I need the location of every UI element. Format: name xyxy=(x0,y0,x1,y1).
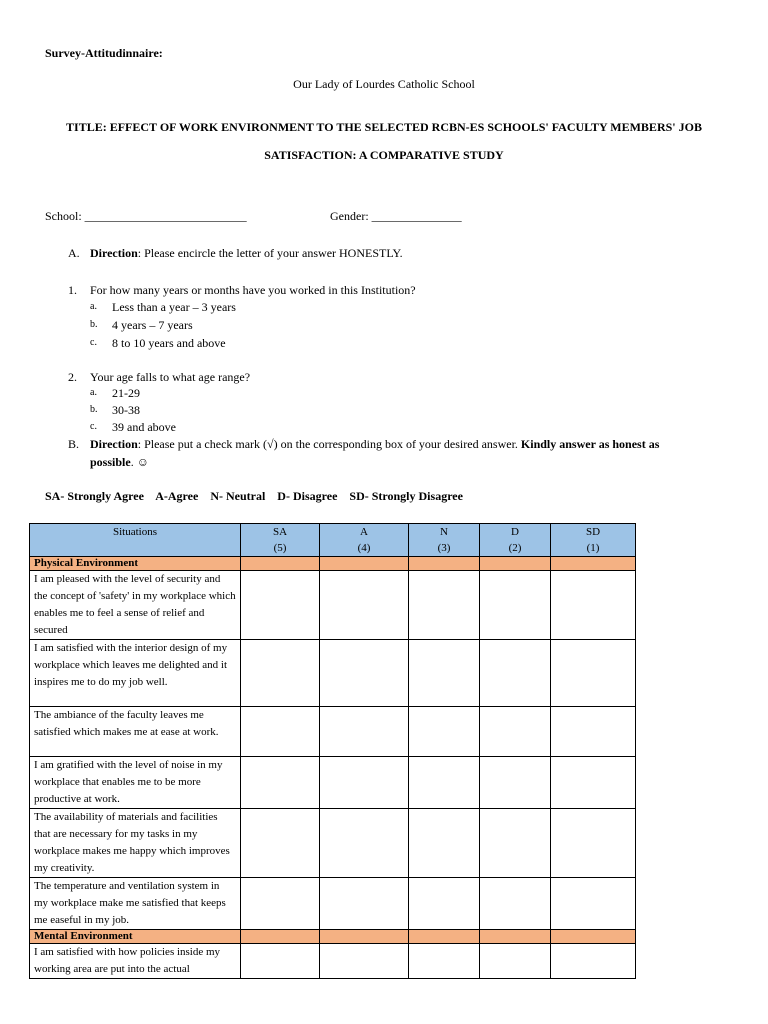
table-header-row xyxy=(30,524,636,557)
question-number: 2. xyxy=(68,370,77,384)
option-letter: c. xyxy=(90,421,97,432)
survey-heading: Survey-Attitudinnaire: xyxy=(45,46,163,60)
table-row xyxy=(30,640,636,707)
option-text[interactable]: 30-38 xyxy=(112,403,140,417)
rating-cell-n[interactable] xyxy=(409,707,480,757)
rating-cell-d[interactable] xyxy=(480,757,551,809)
rating-cell-sa[interactable] xyxy=(241,878,320,930)
section-a-letter: A. xyxy=(68,246,80,260)
direction-label: Direction xyxy=(90,246,138,260)
section-b-direction xyxy=(90,437,659,452)
rating-cell-n[interactable] xyxy=(409,878,480,930)
emphasis-text: Kindly answer as honest as xyxy=(520,437,660,451)
rating-cell-d[interactable] xyxy=(480,878,551,930)
situation-text: The temperature and ventilation system in my workplace make me satisfied that keeps me easeful in my job. xyxy=(30,878,241,930)
rating-cell-n[interactable] xyxy=(409,571,480,640)
rating-cell-sa[interactable] xyxy=(241,809,320,878)
situation-text: The availability of materials and facilities that are necessary for my tasks in my workplace makes me happy which improves my creativity. xyxy=(30,809,241,878)
option-letter: a. xyxy=(90,301,97,312)
direction-text: : Please put a check mark (√) on the corresponding box of your desired answer. xyxy=(137,437,518,451)
header-sd: SD (1) xyxy=(551,524,636,557)
header-n: N (3) xyxy=(409,524,480,557)
option-letter: b. xyxy=(90,319,98,330)
header-situations: Situations xyxy=(30,524,241,557)
title-line-2: SATISFACTION: A COMPARATIVE STUDY xyxy=(264,148,504,162)
category-physical-environment: Physical Environment xyxy=(30,557,241,571)
rating-legend: SA- Strongly Agree A-Agree N- Neutral D- Disagree SD- Strongly Disagree xyxy=(45,489,463,503)
question-text: Your age falls to what age range? xyxy=(90,370,251,384)
table-row xyxy=(30,944,636,979)
option-text[interactable]: 39 and above xyxy=(112,420,176,434)
rating-cell-a[interactable] xyxy=(320,707,409,757)
option-text[interactable]: 8 to 10 years and above xyxy=(112,336,226,350)
direction-label: Direction xyxy=(90,437,138,451)
rating-cell-n[interactable] xyxy=(409,809,480,878)
school-field[interactable]: School: ___________________________ xyxy=(45,209,247,223)
rating-cell-sd[interactable] xyxy=(551,878,636,930)
option-letter: a. xyxy=(90,387,97,398)
situation-text: I am pleased with the level of security and the concept of 'safety' in my workplace which enables me to feel a sense of relief and secured xyxy=(30,571,241,640)
option-text[interactable]: 21-29 xyxy=(112,386,140,400)
school-name: Our Lady of Lourdes Catholic School xyxy=(293,77,475,91)
situation-text: I am gratified with the level of noise in my workplace that enables me to be more productive at work. xyxy=(30,757,241,809)
rating-cell-sd[interactable] xyxy=(551,809,636,878)
category-row xyxy=(30,557,636,571)
section-b-direction-cont xyxy=(90,455,149,470)
header-d: D (2) xyxy=(480,524,551,557)
rating-cell-sd[interactable] xyxy=(551,944,636,979)
rating-cell-sd[interactable] xyxy=(551,571,636,640)
header-sa: SA (5) xyxy=(241,524,320,557)
section-a-direction xyxy=(90,246,403,261)
rating-cell-sd[interactable] xyxy=(551,757,636,809)
question-number: 1. xyxy=(68,283,77,297)
table-row xyxy=(30,809,636,878)
situation-text: The ambiance of the faculty leaves me satisfied which makes me at ease at work. xyxy=(30,707,241,757)
rating-cell-sa[interactable] xyxy=(241,571,320,640)
situation-text: I am satisfied with how policies inside my working area are put into the actual xyxy=(30,944,241,979)
section-b-letter: B. xyxy=(68,437,80,451)
table-row xyxy=(30,878,636,930)
rating-cell-sa[interactable] xyxy=(241,944,320,979)
situation-text: I am satisfied with the interior design of my workplace which leaves me delighted and it inspires me to do my job well. xyxy=(30,640,241,707)
rating-cell-d[interactable] xyxy=(480,571,551,640)
table-row xyxy=(30,571,636,640)
emphasis-text: possible xyxy=(90,455,131,469)
rating-cell-sa[interactable] xyxy=(241,757,320,809)
rating-cell-sd[interactable] xyxy=(551,640,636,707)
rating-cell-d[interactable] xyxy=(480,944,551,979)
rating-cell-a[interactable] xyxy=(320,878,409,930)
rating-cell-sa[interactable] xyxy=(241,640,320,707)
table-row xyxy=(30,757,636,809)
rating-cell-d[interactable] xyxy=(480,640,551,707)
rating-cell-a[interactable] xyxy=(320,809,409,878)
survey-table xyxy=(29,523,636,979)
title-line-1: TITLE: EFFECT OF WORK ENVIRONMENT TO THE SELECTED RCBN-ES SCHOOLS' FACULTY MEMBERS' JOB xyxy=(66,120,702,134)
category-mental-environment: Mental Environment xyxy=(30,930,241,944)
category-row xyxy=(30,930,636,944)
rating-cell-a[interactable] xyxy=(320,757,409,809)
rating-cell-a[interactable] xyxy=(320,571,409,640)
option-text[interactable]: Less than a year – 3 years xyxy=(112,300,236,314)
rating-cell-n[interactable] xyxy=(409,640,480,707)
smiley-text: . ☺ xyxy=(130,455,149,469)
option-letter: c. xyxy=(90,337,97,348)
rating-cell-sd[interactable] xyxy=(551,707,636,757)
rating-cell-a[interactable] xyxy=(320,944,409,979)
option-letter: b. xyxy=(90,404,98,415)
rating-cell-n[interactable] xyxy=(409,944,480,979)
rating-cell-d[interactable] xyxy=(480,707,551,757)
question-text: For how many years or months have you worked in this Institution? xyxy=(90,283,416,297)
table-row xyxy=(30,707,636,757)
direction-text: : Please encircle the letter of your answer HONESTLY. xyxy=(137,246,403,260)
rating-cell-n[interactable] xyxy=(409,757,480,809)
rating-cell-sa[interactable] xyxy=(241,707,320,757)
rating-cell-a[interactable] xyxy=(320,640,409,707)
gender-field[interactable]: Gender: _______________ xyxy=(330,209,462,223)
rating-cell-d[interactable] xyxy=(480,809,551,878)
option-text[interactable]: 4 years – 7 years xyxy=(112,318,193,332)
header-a: A (4) xyxy=(320,524,409,557)
